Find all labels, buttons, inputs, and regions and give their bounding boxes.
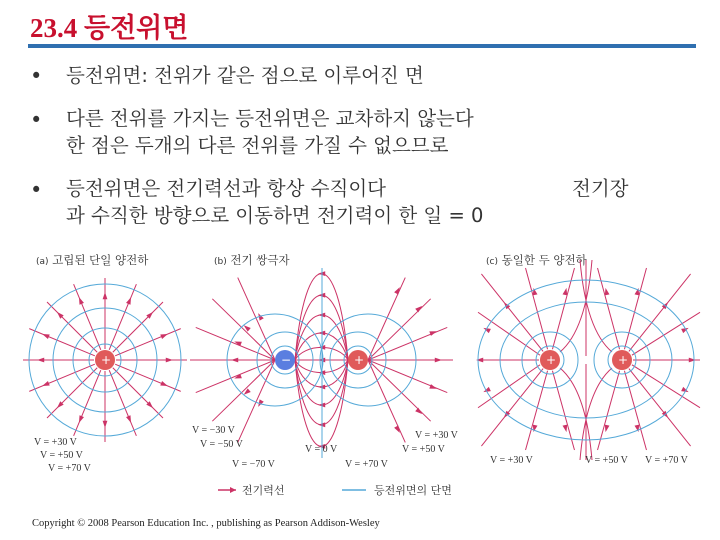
field-arrow	[42, 334, 50, 339]
plus-sign: +	[618, 353, 629, 367]
field-line	[47, 368, 97, 418]
field-arrow	[42, 381, 50, 386]
field-arrow	[563, 425, 568, 433]
field-line	[212, 299, 275, 360]
field-line	[29, 329, 95, 356]
v-label: V = +50 V	[585, 455, 628, 466]
legend-field-lines: 전기력선	[242, 484, 285, 497]
field-arrow	[476, 358, 483, 363]
field-line	[481, 274, 543, 351]
v-label: V = 0 V	[305, 444, 338, 455]
field-arrow	[37, 358, 44, 363]
panel-b-diagram	[190, 268, 459, 470]
field-arrow	[231, 358, 238, 363]
field-line	[196, 327, 275, 360]
panel-a-diagram	[23, 278, 187, 474]
bullet-mark: •	[30, 108, 43, 132]
v-label: V = −70 V	[232, 459, 275, 470]
v-label: V = +30 V	[34, 437, 77, 448]
field-arrow	[429, 331, 437, 336]
panel-c-caption: 동일한 두 양전하	[501, 253, 587, 267]
field-line	[481, 369, 543, 446]
field-line	[113, 302, 163, 352]
field-line	[47, 302, 97, 352]
field-line	[212, 360, 275, 421]
panel-a-caption: 고립된 단일 양전하	[52, 253, 149, 267]
legend-arrow	[230, 487, 236, 493]
field-arrow	[79, 297, 84, 305]
field-line	[74, 284, 101, 350]
v-label: V = +70 V	[48, 463, 91, 474]
field-arrow	[394, 425, 400, 432]
field-line	[629, 369, 691, 446]
panel-b-equipotentials	[227, 268, 416, 458]
panel-c-tag: (c)	[486, 257, 498, 267]
field-line	[552, 268, 574, 349]
field-line	[368, 299, 431, 360]
field-arrow	[415, 306, 422, 312]
field-line	[368, 278, 405, 360]
field-line	[29, 364, 95, 391]
bullet-3-line-1: 등전위면은 전기력선과 항상 수직이다	[66, 177, 386, 200]
field-arrow	[103, 421, 108, 428]
bullet-3-extra: 전기장	[572, 177, 629, 200]
field-arrow	[160, 334, 168, 339]
field-arrow	[689, 358, 696, 363]
field-line	[113, 368, 163, 418]
bullet-mark: •	[30, 178, 43, 202]
field-arrow	[126, 415, 131, 423]
field-arrow	[605, 425, 610, 433]
field-line	[632, 365, 700, 408]
v-label: V = +50 V	[40, 450, 83, 461]
field-arrow	[103, 292, 108, 299]
bullet-2-line-2: 한 점은 두개의 다른 전위를 가질 수 없으므로	[66, 134, 449, 157]
field-line	[115, 329, 181, 356]
field-line	[629, 274, 691, 351]
field-arrow	[415, 408, 422, 414]
field-arrow	[429, 384, 437, 389]
field-line	[109, 284, 136, 350]
slide-title: 23.4 등전위면	[30, 13, 189, 43]
v-label: V = −30 V	[192, 425, 235, 436]
panel-b-tag: (b)	[214, 257, 227, 267]
field-arrow	[394, 287, 400, 294]
panel-b-caption: 전기 쌍극자	[230, 253, 290, 267]
v-label: V = +30 V	[415, 430, 458, 441]
bullet-2-line-1: 다른 전위를 가지는 등전위면은 교차하지 않는다	[66, 107, 474, 130]
bullet-3-line-2: 과 수직한 방향으로 이동하면 전기력이 한 일 = 0	[66, 204, 484, 227]
field-line	[238, 278, 275, 360]
v-label: V = +50 V	[402, 444, 445, 455]
plus-sign: +	[101, 353, 112, 367]
legend-equipotentials: 등전위면의 단면	[374, 484, 452, 497]
bullet-mark: •	[30, 64, 43, 88]
field-line	[74, 370, 101, 436]
field-line	[368, 360, 431, 421]
panel-c-field-lines	[476, 260, 700, 460]
bullet-1-line-1: 등전위면: 전위가 같은 점으로 이루어진 면	[66, 64, 424, 87]
field-line	[368, 360, 405, 442]
field-arrow	[79, 415, 84, 423]
v-label: V = +30 V	[490, 455, 533, 466]
field-arrow	[166, 358, 173, 363]
copyright: Copyright © 2008 Pearson Education Inc. , publishing as Pearson Addison-Wesley	[32, 518, 380, 529]
minus-sign: −	[281, 353, 292, 367]
v-label: V = −50 V	[200, 439, 243, 450]
v-label: V = +70 V	[345, 459, 388, 470]
field-arrow	[605, 288, 610, 296]
v-label: V = +70 V	[645, 455, 688, 466]
field-line	[238, 360, 275, 442]
field-arrow	[160, 381, 168, 386]
field-line	[598, 268, 620, 349]
field-line	[109, 370, 136, 436]
plus-sign: +	[354, 353, 365, 367]
panel-c-diagram	[476, 260, 700, 466]
field-line	[115, 364, 181, 391]
field-line	[196, 360, 275, 393]
field-line	[632, 312, 700, 355]
field-arrow	[563, 288, 568, 296]
field-arrow	[435, 358, 442, 363]
field-arrow	[126, 297, 131, 305]
panel-a-tag: (a)	[36, 257, 49, 267]
plus-sign: +	[546, 353, 557, 367]
